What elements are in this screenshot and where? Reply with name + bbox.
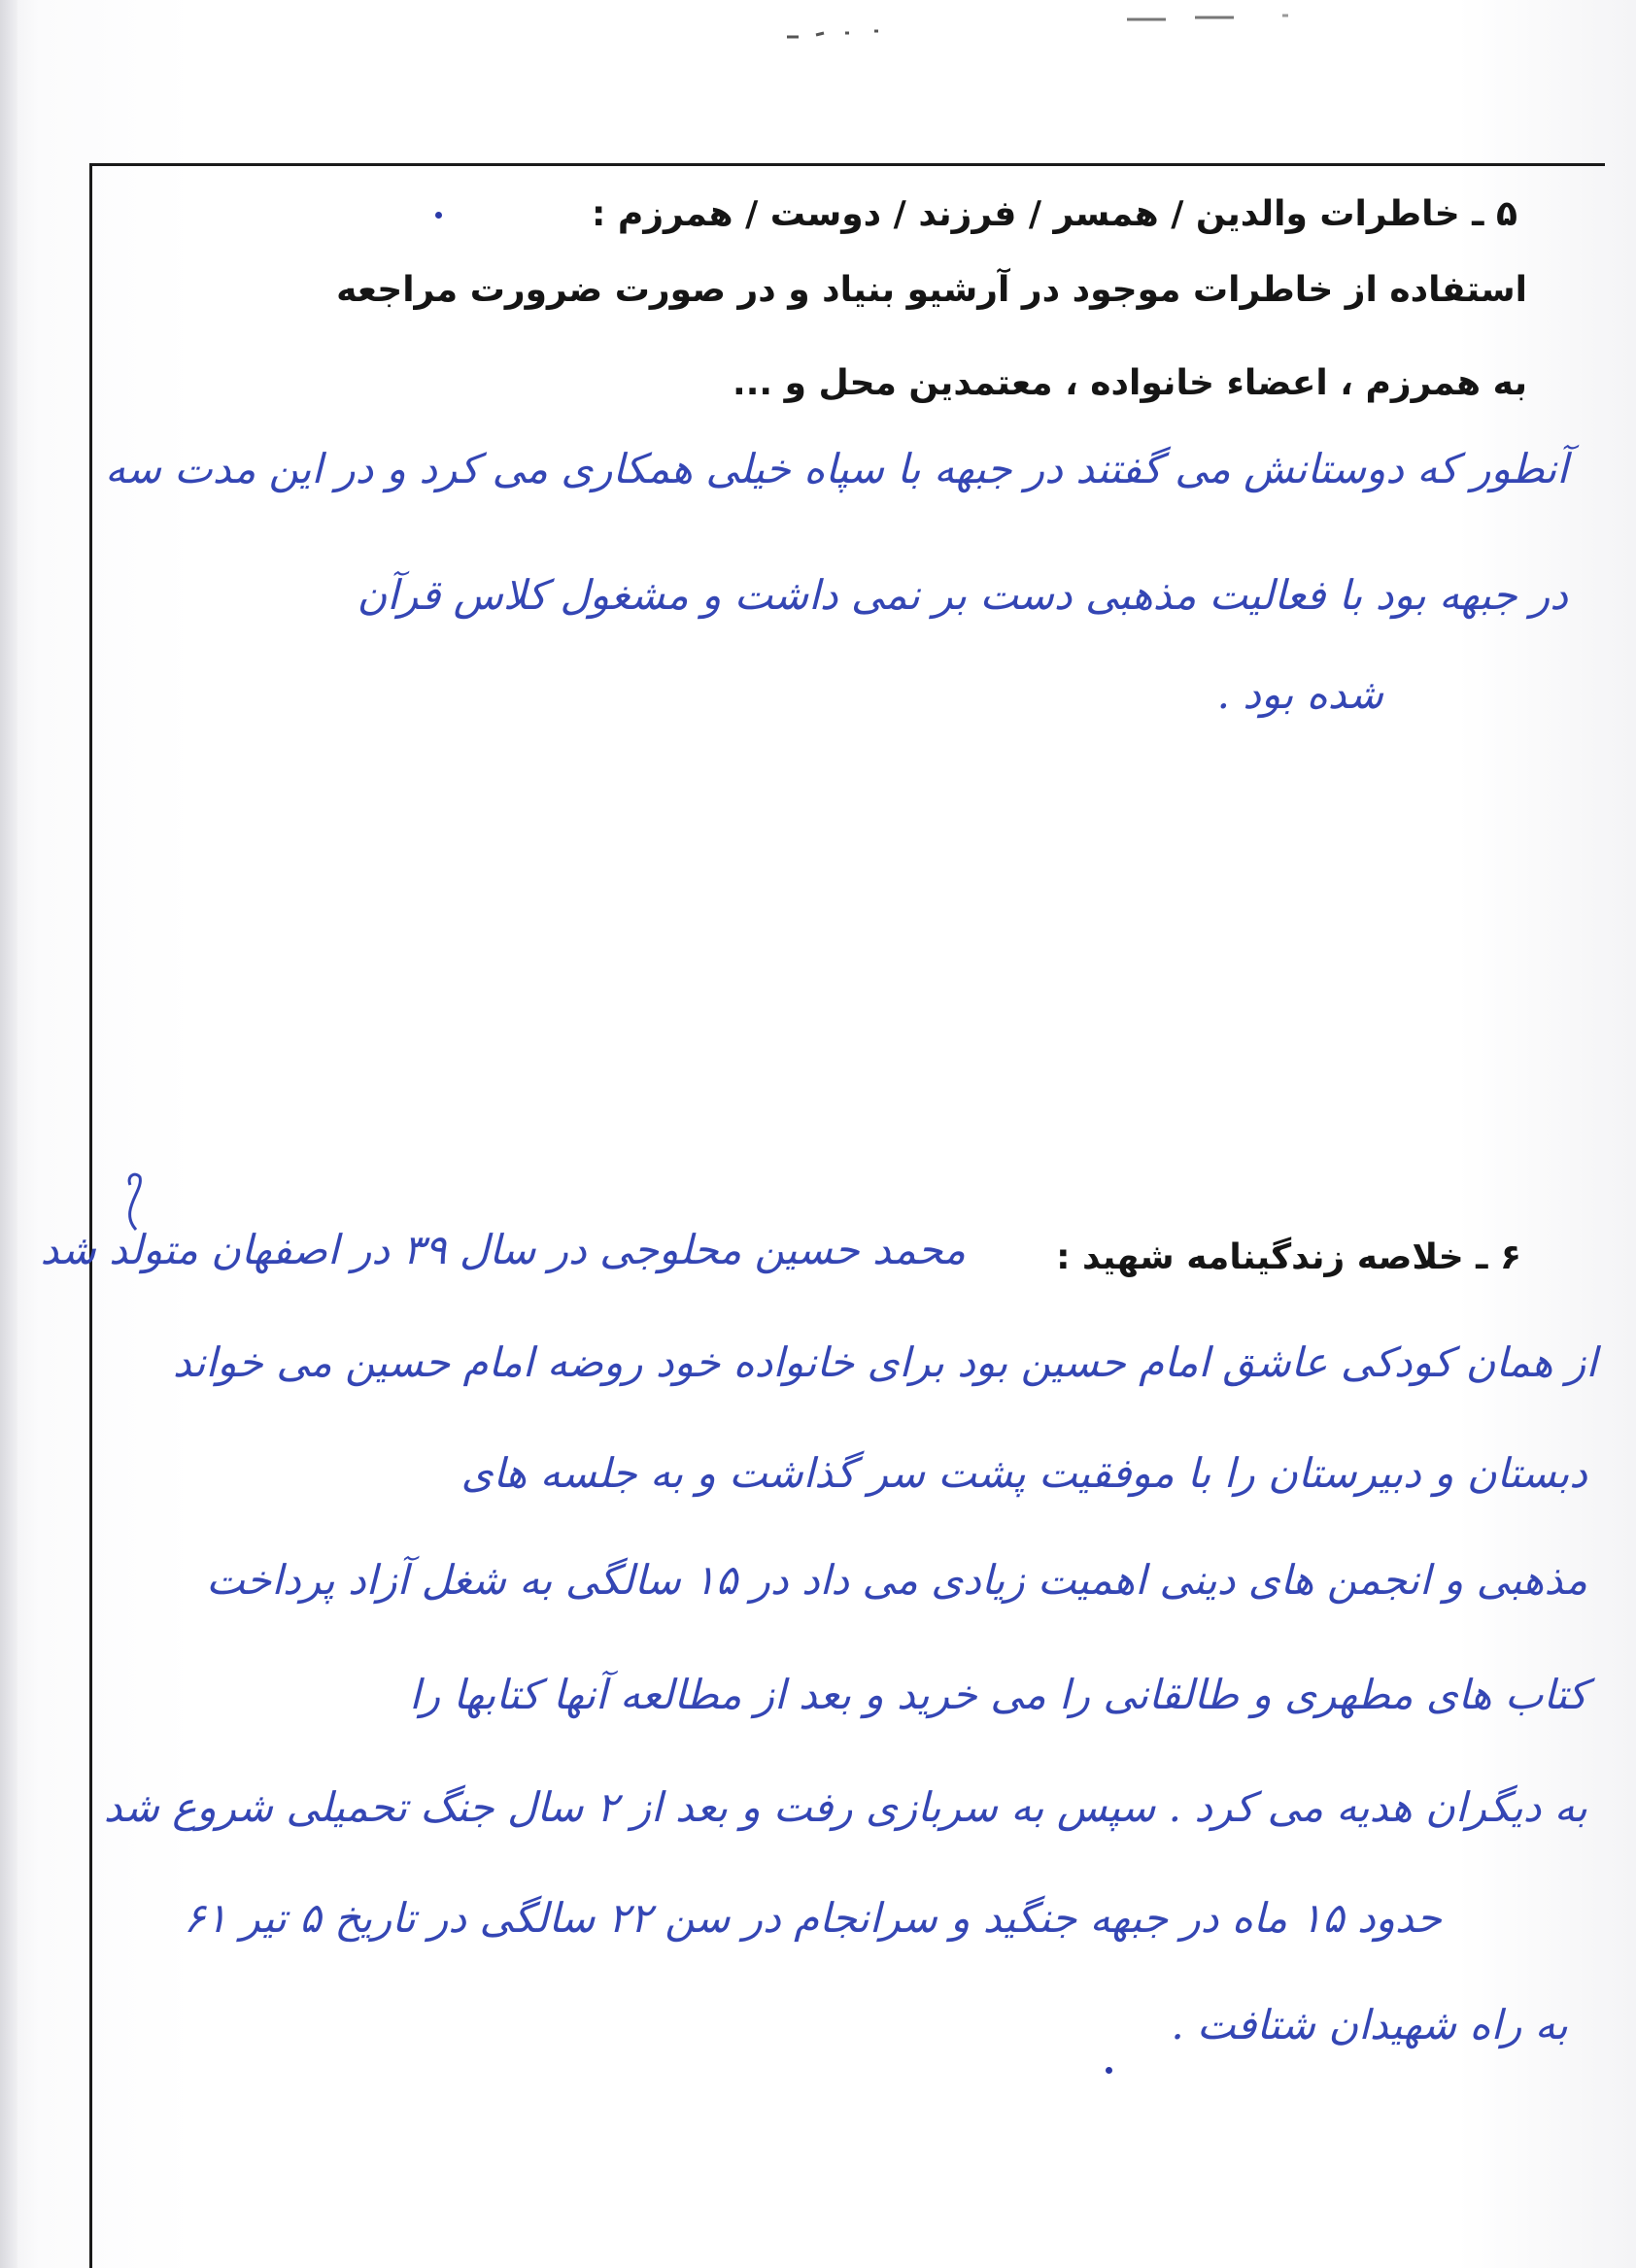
section5-handwritten-line1: آنطور که دوستانش می گفتند در جبهه با سپاه خیلی همکاری می کرد و در این مدت سه [105,445,1568,492]
ink-dot [435,212,442,219]
page-left-edge-shadow [0,0,17,2268]
section6-handwritten-line4: کتاب های مطهری و طالقانی را می خرید و بعد از مطالعه آنها کتابها را [409,1671,1587,1718]
section6-handwritten-inline: محمد حسین محلوجی در سال ۳۹ در اصفهان متولد شد [40,1226,966,1273]
section6-handwritten-line6: حدود ۱۵ ماه در جبهه جنگید و سرانجام در سن ۲۲ سالگی در تاریخ ۵ تیر ۶۱ [183,1894,1442,1942]
top-scan-marks [777,4,1302,43]
section6-handwritten-line2: دبستان و دبیرستان را با موفقیت پشت سر گذاشت و به جلسه های [460,1449,1587,1497]
section5-heading: ۵ ـ خاطرات والدین / همسر / فرزند / دوست / همرزم : [592,194,1517,234]
section6-handwritten-line3: مذهبی و انجمن های دینی اهمیت زیادی می داد در ۱۵ سالگی به شغل آزاد پرداخت [206,1556,1587,1604]
section6-handwritten-line7: به راه شهیدان شتافت . [1171,2001,1568,2048]
section6-heading: ۶ ـ خلاصه زندگینامه شهید : [1056,1237,1521,1277]
ink-dot [1106,2067,1112,2074]
section6-handwritten-line1: از همان کودکی عاشق امام حسین بود برای خانواده خود روضه امام حسین می خواند [172,1338,1597,1386]
ink-scribble [115,1171,153,1234]
section5-handwritten-line3: شده بود . [1216,670,1383,718]
section5-instruction-line2: به همرزم ، اعضاء خانواده ، معتمدین محل و ... [733,363,1527,403]
section5-instruction-line1: استفاده از خاطرات موجود در آرشیو بنیاد و در صورت ضرورت مراجعه [336,270,1527,310]
section6-handwritten-line5: به دیگران هدیه می کرد . سپس به سربازی رفت و بعد از ۲ سال جنگ تحمیلی شروع شد [103,1783,1587,1831]
section5-handwritten-line2: در جبهه بود با فعالیت مذهبی دست بر نمی داشت و مشغول کلاس قرآن [357,571,1568,619]
